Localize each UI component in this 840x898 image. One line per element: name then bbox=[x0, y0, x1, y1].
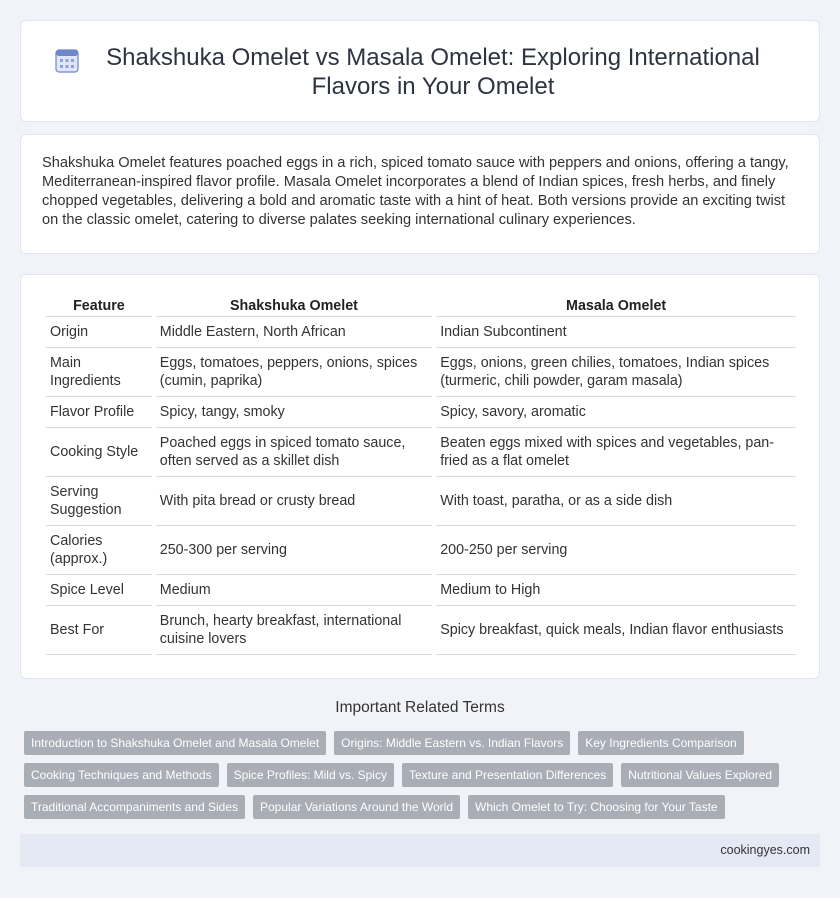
comparison-card bbox=[20, 274, 820, 679]
comparison-table bbox=[42, 295, 800, 655]
related-tag[interactable]: Cooking Techniques and Methods bbox=[24, 763, 219, 787]
header-shakshuka: Shakshuka Omelet bbox=[156, 295, 432, 317]
related-tag[interactable]: Spice Profiles: Mild vs. Spicy bbox=[227, 763, 394, 787]
related-tags bbox=[24, 731, 804, 827]
related-tag[interactable]: Key Ingredients Comparison bbox=[578, 731, 743, 755]
table-row bbox=[46, 526, 796, 575]
related-tag[interactable]: Texture and Presentation Differences bbox=[402, 763, 613, 787]
related-tag[interactable]: Introduction to Shakshuka Omelet and Masala Omelet bbox=[24, 731, 326, 755]
row-masala: Indian Subcontinent bbox=[436, 317, 796, 348]
row-masala: Eggs, onions, green chilies, tomatoes, Indian spices (turmeric, chili powder, garam masala) bbox=[436, 348, 796, 397]
footer-site-link[interactable]: cookingyes.com bbox=[720, 843, 810, 857]
title-card bbox=[20, 20, 820, 122]
row-feature: Origin bbox=[46, 317, 152, 348]
row-feature: Serving Suggestion bbox=[46, 477, 152, 526]
row-masala: Medium to High bbox=[436, 575, 796, 606]
row-feature: Calories (approx.) bbox=[46, 526, 152, 575]
row-shakshuka: Poached eggs in spiced tomato sauce, often served as a skillet dish bbox=[156, 428, 432, 477]
row-shakshuka: Middle Eastern, North African bbox=[156, 317, 432, 348]
related-tag[interactable]: Traditional Accompaniments and Sides bbox=[24, 795, 245, 819]
row-masala: With toast, paratha, or as a side dish bbox=[436, 477, 796, 526]
row-masala: Beaten eggs mixed with spices and vegetables, pan-fried as a flat omelet bbox=[436, 428, 796, 477]
row-shakshuka: Eggs, tomatoes, peppers, onions, spices (cumin, paprika) bbox=[156, 348, 432, 397]
table-row bbox=[46, 477, 796, 526]
table-header-row bbox=[46, 295, 796, 317]
table-row bbox=[46, 575, 796, 606]
page-title: Shakshuka Omelet vs Masala Omelet: Exploring International Flavors in Your Omelet bbox=[106, 44, 760, 100]
row-shakshuka: Brunch, hearty breakfast, international cuisine lovers bbox=[156, 606, 432, 655]
related-tag[interactable]: Which Omelet to Try: Choosing for Your Taste bbox=[468, 795, 725, 819]
table-row bbox=[46, 428, 796, 477]
intro-card bbox=[20, 134, 820, 254]
row-shakshuka: 250-300 per serving bbox=[156, 526, 432, 575]
related-tag[interactable]: Popular Variations Around the World bbox=[253, 795, 460, 819]
intro-paragraph: Shakshuka Omelet features poached eggs in a rich, spiced tomato sauce with peppers and onions, offering a tangy, Mediterranean-inspired flavor profile. Masala Omelet incorporates a blend of Indian spices, fresh herbs, and finely chopped vegetables, delivering a bold and aromatic taste with a hint of heat. Both versions provide an exciting twist on the classic omelet, catering to diverse palates seeking international culinary experiences. bbox=[42, 155, 789, 228]
related-tag[interactable]: Origins: Middle Eastern vs. Indian Flavors bbox=[334, 731, 570, 755]
table-row bbox=[46, 317, 796, 348]
header-masala: Masala Omelet bbox=[436, 295, 796, 317]
row-feature: Main Ingredients bbox=[46, 348, 152, 397]
row-shakshuka: Medium bbox=[156, 575, 432, 606]
row-feature: Flavor Profile bbox=[46, 397, 152, 428]
table-row bbox=[46, 606, 796, 655]
footer bbox=[20, 834, 820, 867]
row-masala: Spicy breakfast, quick meals, Indian flavor enthusiasts bbox=[436, 606, 796, 655]
related-tag[interactable]: Nutritional Values Explored bbox=[621, 763, 779, 787]
row-feature: Best For bbox=[46, 606, 152, 655]
header-feature: Feature bbox=[46, 295, 152, 317]
row-shakshuka: With pita bread or crusty bread bbox=[156, 477, 432, 526]
related-terms-heading: Important Related Terms bbox=[335, 699, 505, 716]
row-shakshuka: Spicy, tangy, smoky bbox=[156, 397, 432, 428]
row-feature: Spice Level bbox=[46, 575, 152, 606]
row-masala: Spicy, savory, aromatic bbox=[436, 397, 796, 428]
table-row bbox=[46, 397, 796, 428]
table-row bbox=[46, 348, 796, 397]
row-feature: Cooking Style bbox=[46, 428, 152, 477]
row-masala: 200-250 per serving bbox=[436, 526, 796, 575]
